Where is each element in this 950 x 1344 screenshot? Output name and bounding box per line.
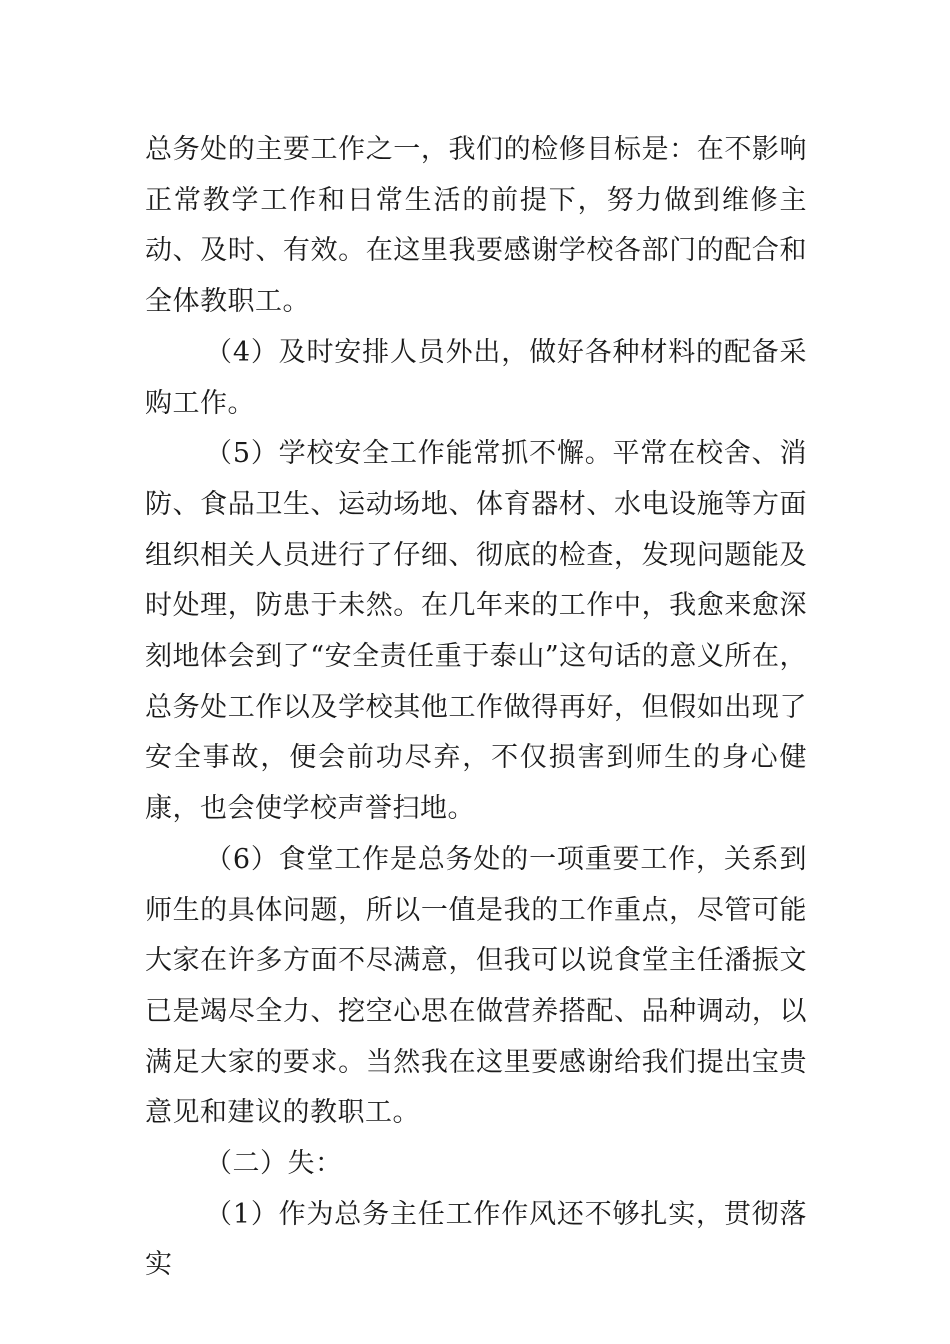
document-body <box>145 125 807 1291</box>
paragraph-maintenance-continued: 总务处的主要工作之一，我们的检修目标是：在不影响正常教学工作和日常生活的前提下，努力做到维修主动、及时、有效。在这里我要感谢学校各部门的配合和全体教职工。 <box>145 134 807 318</box>
paragraph-shortcoming-1: （1）作为总务主任工作作风还不够扎实，贯彻落实 <box>145 1198 807 1281</box>
paragraph-item-4: （4）及时安排人员外出，做好各种材料的配备采购工作。 <box>145 336 807 419</box>
section-heading-shortcomings: （二）失： <box>205 1148 343 1180</box>
paragraph-item-5: （5）学校安全工作能常抓不懈。平常在校舍、消防、食品卫生、运动场地、体育器材、水电设施等方面组织相关人员进行了仔细、彻底的检查，发现问题能及时处理，防患于未然。在几年来的工作中，我愈来愈深刻地体会到了“安全责任重于泰山”这句话的意义所在，总务处工作以及学校其他工作做得再好，但假如出现了安全事故，便会前功尽弃，不仅损害到师生的身心健康，也会使学校声誉扫地。 <box>145 438 807 825</box>
paragraph-item-6: （6）食堂工作是总务处的一项重要工作，关系到师生的具体问题，所以一值是我的工作重点，尽管可能大家在许多方面不尽满意，但我可以说食堂主任潘振文已是竭尽全力、挖空心思在做营养搭配、品种调动，以满足大家的要求。当然我在这里要感谢给我们提出宝贵意见和建议的教职工。 <box>145 843 807 1129</box>
